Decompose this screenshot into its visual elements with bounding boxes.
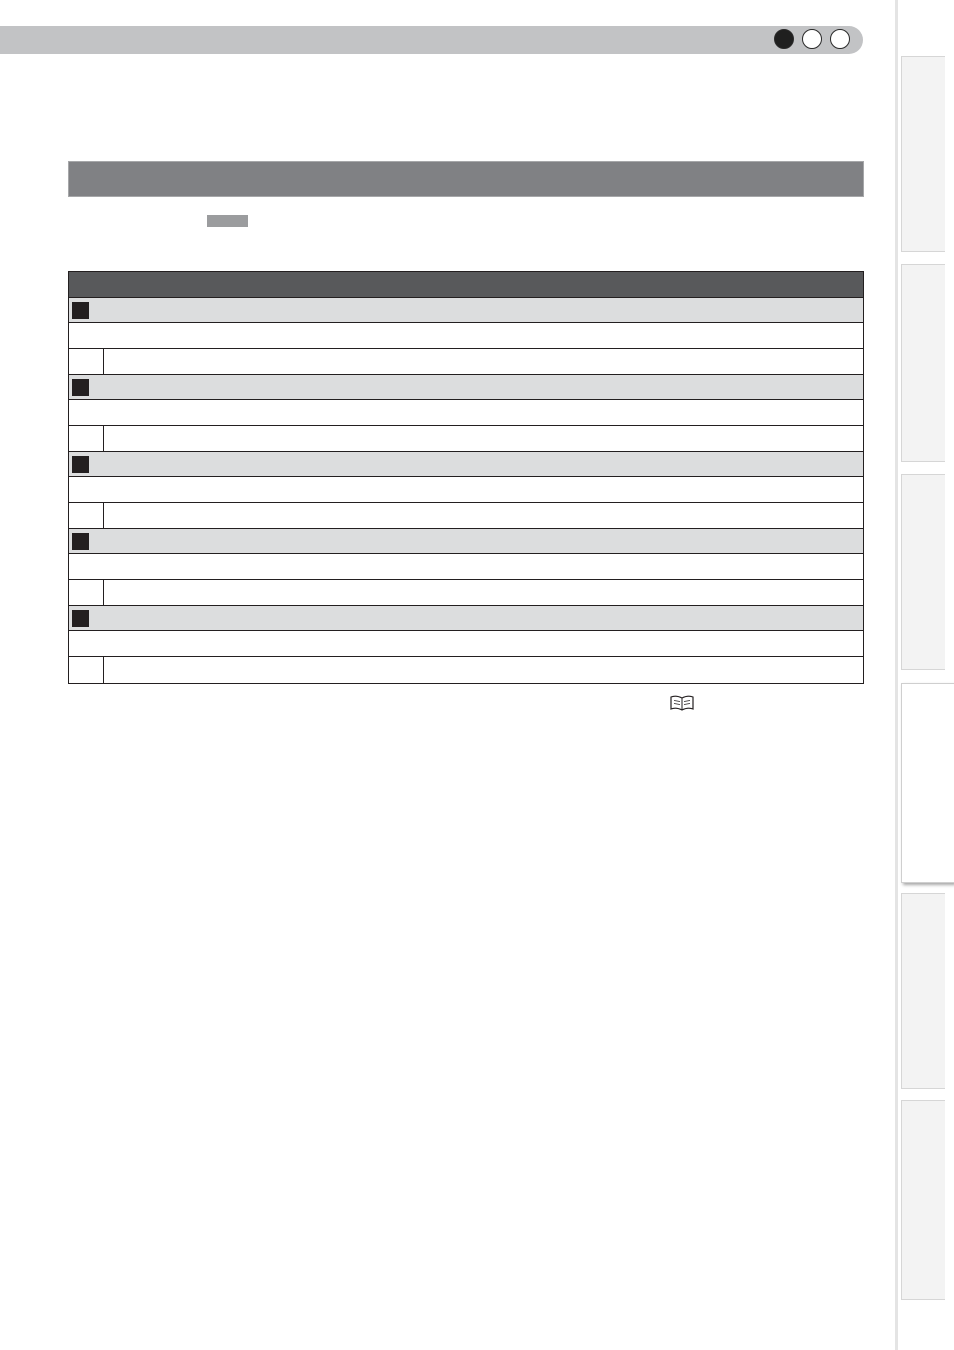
setting-label-cell <box>69 657 104 683</box>
table-row-description <box>69 477 863 503</box>
setting-label-cell <box>69 426 104 451</box>
row-marker-icon <box>72 302 89 319</box>
row-marker-icon <box>72 379 89 396</box>
table-row-setting <box>69 503 863 529</box>
page-indicator-dot-2 <box>802 29 822 49</box>
table-row-group <box>69 298 863 375</box>
menu-table <box>68 271 864 684</box>
button-label-chip <box>207 215 248 227</box>
table-row-description <box>69 631 863 657</box>
table-row-setting <box>69 426 863 452</box>
setting-label-cell <box>69 503 104 528</box>
side-spine <box>895 0 898 1350</box>
chapter-tab-4-active[interactable] <box>901 683 954 883</box>
row-marker-icon <box>72 456 89 473</box>
row-marker-icon <box>72 533 89 550</box>
book-icon <box>669 695 695 711</box>
setting-value-cell <box>104 426 863 451</box>
table-row-description <box>69 400 863 426</box>
chapter-tab-5[interactable] <box>901 893 945 1089</box>
setting-value-cell <box>104 503 863 528</box>
chapter-tab-6[interactable] <box>901 1100 945 1300</box>
chapter-tab-2[interactable] <box>901 264 945 462</box>
table-row-title <box>69 375 863 400</box>
setting-label-cell <box>69 349 104 374</box>
table-row-setting <box>69 349 863 375</box>
page-header-bar <box>0 26 863 54</box>
table-row-group <box>69 529 863 606</box>
setting-value-cell <box>104 580 863 605</box>
chapter-tab-3[interactable] <box>901 474 945 670</box>
table-row-title <box>69 606 863 631</box>
page-indicator-dot-3 <box>830 29 850 49</box>
table-row-group <box>69 452 863 529</box>
table-row-title <box>69 452 863 477</box>
chapter-tab-1[interactable] <box>901 56 945 252</box>
section-title-bar <box>68 161 864 197</box>
page-indicator-dot-1 <box>774 29 794 49</box>
table-row-group <box>69 606 863 683</box>
table-row-description <box>69 554 863 580</box>
row-marker-icon <box>72 610 89 627</box>
setting-label-cell <box>69 580 104 605</box>
table-row-title <box>69 529 863 554</box>
table-row-description <box>69 323 863 349</box>
table-row-setting <box>69 580 863 606</box>
setting-value-cell <box>104 657 863 683</box>
table-row-setting <box>69 657 863 683</box>
table-row-title <box>69 298 863 323</box>
table-row-group <box>69 375 863 452</box>
table-header <box>69 272 863 298</box>
setting-value-cell <box>104 349 863 374</box>
